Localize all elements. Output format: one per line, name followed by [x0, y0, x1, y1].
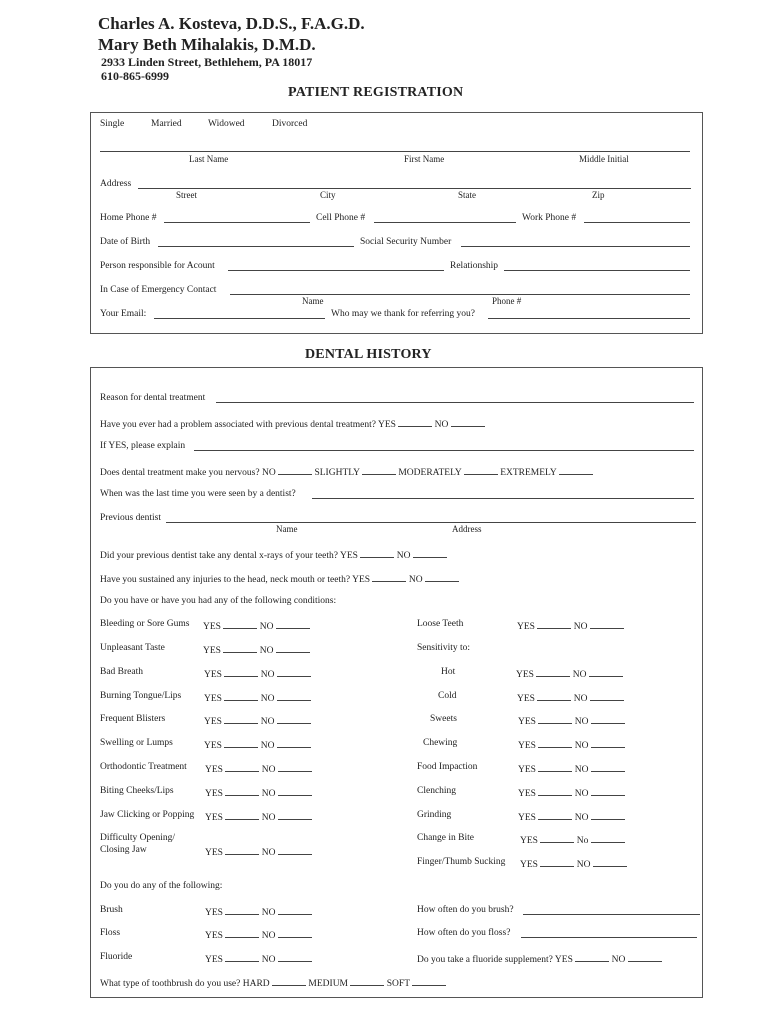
doctor-name-1: Charles A. Kosteva, D.D.S., F.A.G.D.	[98, 14, 365, 33]
condition-finger-sucking: Finger/Thumb Sucking	[417, 857, 506, 867]
yesno-right-9: YES No	[520, 833, 625, 846]
yes-field[interactable]	[537, 691, 571, 701]
no-field[interactable]	[278, 928, 312, 938]
condition-jaw-clicking: Jaw Clicking or Popping	[100, 810, 195, 820]
no-field[interactable]	[593, 857, 627, 867]
yesno-left-7: YES NO	[205, 762, 312, 775]
condition-clenching: Clenching	[417, 786, 457, 796]
yesno-left-9: YES NO	[205, 810, 312, 823]
home-phone-field[interactable]	[164, 222, 310, 223]
yes-field[interactable]	[538, 714, 572, 724]
floss-often-field[interactable]	[521, 937, 697, 938]
condition-change-in-bite: Change in Bite	[417, 833, 474, 843]
referral-label: Who may we thank for referring you?	[331, 309, 476, 319]
no-field[interactable]	[591, 738, 625, 748]
yes-field[interactable]	[223, 643, 257, 653]
yesno-brush: YES NO	[205, 905, 312, 918]
yes-field[interactable]	[538, 786, 572, 796]
problem-no-field[interactable]	[451, 417, 485, 427]
practice-phone: 610-865-6999	[101, 69, 169, 83]
responsible-label: Person responsible for Acount	[100, 261, 215, 271]
registration-title: PATIENT REGISTRATION	[288, 85, 464, 100]
marital-single[interactable]: Single	[100, 119, 125, 129]
yes-field[interactable]	[225, 952, 259, 962]
sensitivity-chewing: Chewing	[423, 738, 458, 748]
yes-field[interactable]	[225, 928, 259, 938]
condition-bad-breath: Bad Breath	[100, 667, 144, 677]
marital-married[interactable]: Married	[151, 119, 182, 129]
hard-field[interactable]	[272, 976, 306, 986]
history-title: DENTAL HISTORY	[305, 347, 432, 362]
condition-biting-cheeks: Biting Cheeks/Lips	[100, 786, 174, 796]
doctor-name-2: Mary Beth Mihalakis, D.M.D.	[98, 35, 316, 54]
work-phone-field[interactable]	[584, 222, 690, 223]
city-label: City	[320, 190, 336, 200]
home-phone-label: Home Phone #	[100, 213, 157, 223]
condition-loose-teeth: Loose Teeth	[417, 619, 464, 629]
reason-field[interactable]	[216, 402, 694, 403]
yes-field[interactable]	[536, 667, 570, 677]
no-field[interactable]	[276, 643, 310, 653]
condition-bleeding-gums: Bleeding or Sore Gums	[100, 619, 190, 629]
reason-label: Reason for dental treatment	[100, 393, 206, 403]
sensitivity-sweets: Sweets	[430, 714, 457, 724]
nervous-question: Does dental treatment make you nervous? NO SLIGHTLY MODERATELY EXTREMELY	[100, 465, 593, 478]
following-question: Do you do any of the following:	[100, 881, 223, 891]
brush-often-field[interactable]	[523, 914, 700, 915]
prev-address-label: Address	[452, 524, 482, 534]
yes-field[interactable]	[223, 619, 257, 629]
no-field[interactable]	[628, 952, 662, 962]
injury-yes-field[interactable]	[372, 572, 406, 582]
yes-field[interactable]	[224, 691, 258, 701]
conditions-question: Do you have or have you had any of the following conditions:	[100, 596, 337, 606]
yesno-fluoride: YES NO	[205, 952, 312, 965]
no-field[interactable]	[278, 905, 312, 915]
yes-field[interactable]	[575, 952, 609, 962]
injury-question: Have you sustained any injuries to the head, neck mouth or teeth? YES NO	[100, 572, 459, 585]
yesno-left-10: YES NO	[205, 845, 312, 858]
no-field[interactable]	[278, 786, 312, 796]
yesno-left-5: YES NO	[204, 714, 311, 727]
yesno-floss: YES NO	[205, 928, 312, 941]
yesno-right-6: YES NO	[518, 762, 625, 775]
condition-burning-tongue: Burning Tongue/Lips	[100, 691, 182, 701]
no-field[interactable]	[278, 810, 312, 820]
yes-field[interactable]	[224, 714, 258, 724]
injury-no-field[interactable]	[425, 572, 459, 582]
ssn-label: Social Security Number	[360, 237, 452, 247]
relationship-label: Relationship	[450, 261, 499, 271]
marital-widowed[interactable]: Widowed	[208, 119, 245, 129]
email-label: Your Email:	[100, 309, 147, 319]
dob-field[interactable]	[158, 246, 354, 247]
no-field[interactable]	[277, 667, 311, 677]
last-name-label: Last Name	[189, 154, 229, 164]
no-field[interactable]	[277, 738, 311, 748]
nervous-extremely-field[interactable]	[559, 465, 593, 475]
relationship-field[interactable]	[504, 270, 690, 271]
habit-fluoride: Fluoride	[100, 952, 133, 962]
marital-divorced[interactable]: Divorced	[272, 119, 308, 129]
prev-dentist-field[interactable]	[166, 522, 696, 523]
yes-field[interactable]	[225, 786, 259, 796]
no-field[interactable]	[278, 762, 312, 772]
history-box	[90, 367, 703, 998]
yesno-right-2: YES NO	[516, 667, 623, 680]
work-phone-label: Work Phone #	[522, 213, 577, 223]
yes-field[interactable]	[538, 810, 572, 820]
address-line[interactable]	[138, 188, 691, 189]
responsible-field[interactable]	[228, 270, 444, 271]
nervous-moderately-field[interactable]	[464, 465, 498, 475]
yes-field[interactable]	[224, 667, 258, 677]
habit-floss: Floss	[100, 928, 121, 938]
yesno-right-3: YES NO	[517, 691, 624, 704]
middle-initial-label: Middle Initial	[579, 154, 629, 164]
condition-grinding: Grinding	[417, 810, 452, 820]
registration-box	[90, 112, 703, 334]
condition-difficulty-line1: Difficulty Opening/	[100, 833, 176, 843]
yes-field[interactable]	[225, 762, 259, 772]
explain-label: If YES, please explain	[100, 441, 186, 451]
yesno-right-10: YES NO	[520, 857, 627, 870]
emergency-field[interactable]	[230, 294, 690, 295]
yesno-right-5: YES NO	[518, 738, 625, 751]
no-field[interactable]	[277, 691, 311, 701]
condition-frequent-blisters: Frequent Blisters	[100, 714, 166, 724]
xrays-question: Did your previous dentist take any dental x-rays of your teeth? YES NO	[100, 548, 447, 561]
brush-often-label: How often do you brush?	[417, 905, 514, 915]
emergency-name-label: Name	[302, 296, 324, 306]
street-label: Street	[176, 190, 197, 200]
sensitivity-label: Sensitivity to:	[417, 643, 471, 653]
condition-swelling-lumps: Swelling or Lumps	[100, 738, 173, 748]
yesno-left-4: YES NO	[204, 691, 311, 704]
condition-difficulty-line2: Closing Jaw	[100, 845, 147, 855]
emergency-label: In Case of Emergency Contact	[100, 285, 217, 295]
yes-field[interactable]	[225, 845, 259, 855]
yesno-right-4: YES NO	[518, 714, 625, 727]
no-field[interactable]	[278, 952, 312, 962]
no-field[interactable]	[591, 714, 625, 724]
sensitivity-cold: Cold	[438, 691, 457, 701]
yes-field[interactable]	[540, 833, 574, 843]
yesno-right-1: YES NO	[517, 619, 624, 632]
no-field[interactable]	[591, 810, 625, 820]
condition-food-impaction: Food Impaction	[417, 762, 478, 772]
no-field[interactable]	[591, 833, 625, 843]
cell-phone-label: Cell Phone #	[316, 213, 366, 223]
yes-field[interactable]	[540, 857, 574, 867]
toothbrush-question: What type of toothbrush do you use? HARD MEDIUM SOFT	[100, 976, 446, 989]
emergency-phone-label: Phone #	[492, 296, 522, 306]
prev-name-label: Name	[276, 524, 298, 534]
no-field[interactable]	[589, 667, 623, 677]
last-seen-label: When was the last time you were seen by a dentist?	[100, 489, 296, 499]
no-field[interactable]	[591, 786, 625, 796]
address-label: Address	[100, 179, 132, 189]
no-field[interactable]	[278, 845, 312, 855]
fluoride-question: Do you take a fluoride supplement? YES NO	[417, 952, 662, 965]
yesno-left-1: YES NO	[203, 619, 310, 632]
floss-often-label: How often do you floss?	[417, 928, 511, 938]
yes-field[interactable]	[538, 762, 572, 772]
zip-label: Zip	[592, 190, 605, 200]
nervous-no-field[interactable]	[278, 465, 312, 475]
yes-field[interactable]	[537, 619, 571, 629]
condition-unpleasant-taste: Unpleasant Taste	[100, 643, 165, 653]
no-field[interactable]	[590, 619, 624, 629]
problem-yes-field[interactable]	[398, 417, 432, 427]
referral-field[interactable]	[488, 318, 690, 319]
yesno-left-3: YES NO	[204, 667, 311, 680]
email-field[interactable]	[154, 318, 325, 319]
xrays-yes-field[interactable]	[360, 548, 394, 558]
dob-label: Date of Birth	[100, 237, 151, 247]
problem-question: Have you ever had a problem associated with previous dental treatment? YES NO	[100, 417, 485, 430]
practice-address: 2933 Linden Street, Bethlehem, PA 18017	[101, 55, 313, 69]
no-field[interactable]	[277, 714, 311, 724]
name-line[interactable]	[100, 151, 690, 152]
yes-field[interactable]	[224, 738, 258, 748]
state-label: State	[458, 190, 476, 200]
yesno-left-2: YES NO	[203, 643, 310, 656]
condition-orthodontic: Orthodontic Treatment	[100, 762, 187, 772]
explain-field[interactable]	[194, 450, 694, 451]
prev-dentist-label: Previous dentist	[100, 513, 161, 523]
sensitivity-hot: Hot	[441, 667, 456, 677]
yesno-right-8: YES NO	[518, 810, 625, 823]
habit-brush: Brush	[100, 905, 123, 915]
yes-field[interactable]	[538, 738, 572, 748]
no-field[interactable]	[590, 691, 624, 701]
yesno-left-6: YES NO	[204, 738, 311, 751]
first-name-label: First Name	[404, 154, 445, 164]
no-field[interactable]	[591, 762, 625, 772]
nervous-slightly-field[interactable]	[362, 465, 396, 475]
medium-field[interactable]	[350, 976, 384, 986]
yes-field[interactable]	[225, 810, 259, 820]
yes-field[interactable]	[225, 905, 259, 915]
cell-phone-field[interactable]	[374, 222, 516, 223]
soft-field[interactable]	[412, 976, 446, 986]
no-field[interactable]	[276, 619, 310, 629]
last-seen-field[interactable]	[312, 498, 694, 499]
yesno-right-7: YES NO	[518, 786, 625, 799]
yesno-left-8: YES NO	[205, 786, 312, 799]
xrays-no-field[interactable]	[413, 548, 447, 558]
ssn-field[interactable]	[461, 246, 690, 247]
